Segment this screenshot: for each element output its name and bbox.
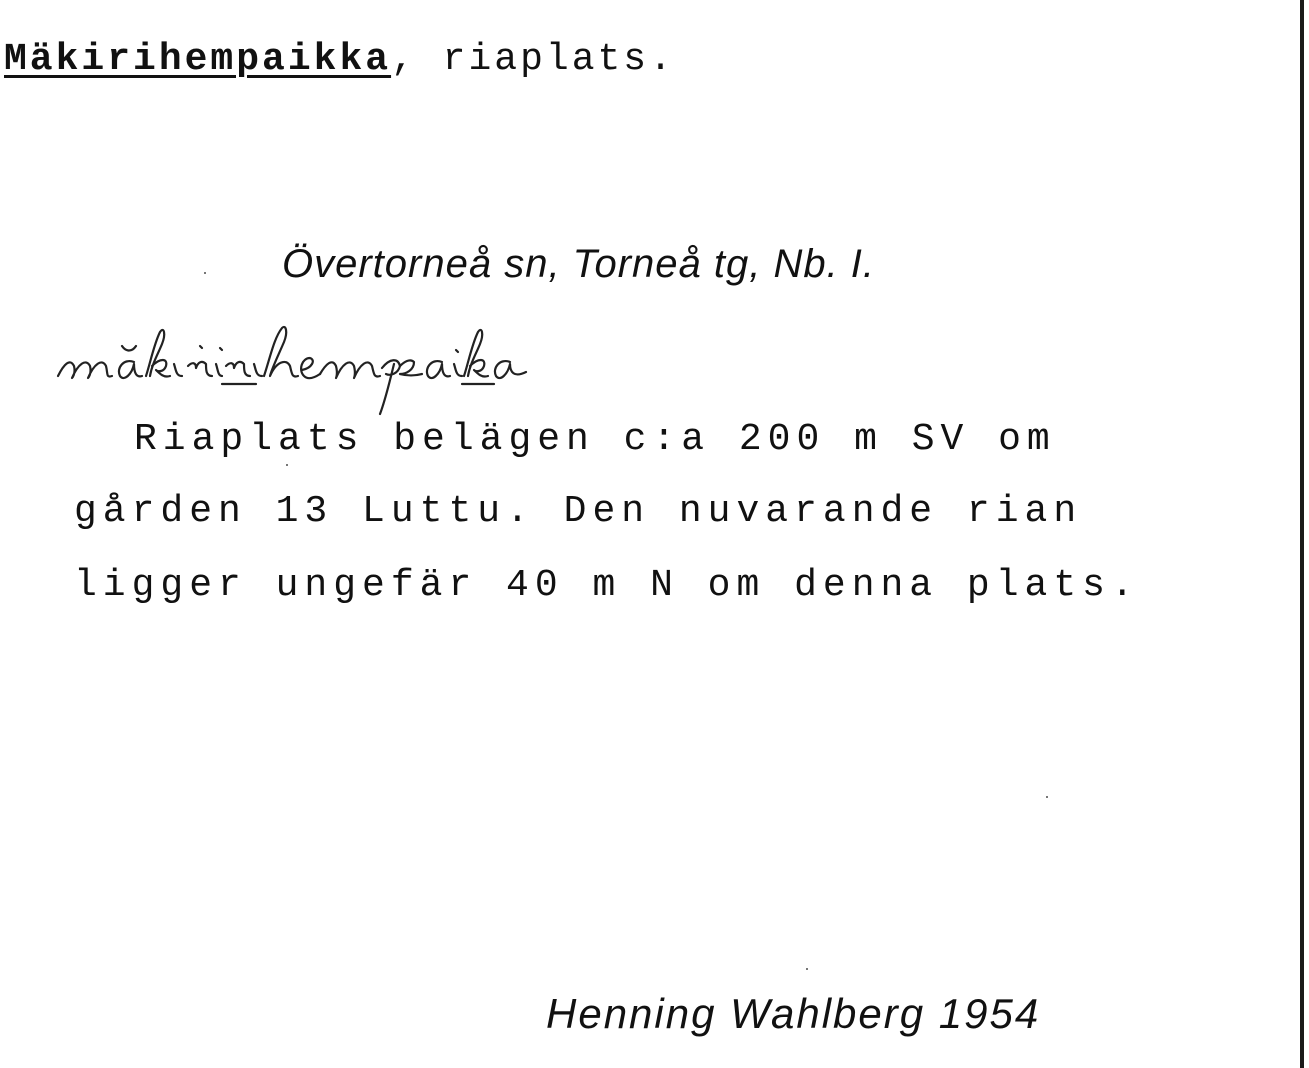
body-text-line-3: ligger ungefär 40 m N om denna plats. [74,564,1140,607]
paper-speck [204,272,206,274]
heading-type: , riaplats. [391,38,675,81]
card-heading [4,38,675,81]
paper-speck [806,968,808,970]
location-stamp: Övertorneå sn, Torneå tg, Nb. I. [282,242,876,286]
card-edge-line [1300,0,1304,1068]
paper-speck [1046,796,1048,798]
signature-stamp: Henning Wahlberg 1954 [546,990,1041,1037]
handwritten-place-name [50,318,830,428]
body-text-line-2: gården 13 Luttu. Den nuvarande rian [74,490,1083,533]
body-text-line-1: Riaplats belägen c:a 200 m SV om [134,418,1056,461]
heading-place-name: Mäkirihempaikka [4,38,392,81]
paper-speck [286,464,288,466]
